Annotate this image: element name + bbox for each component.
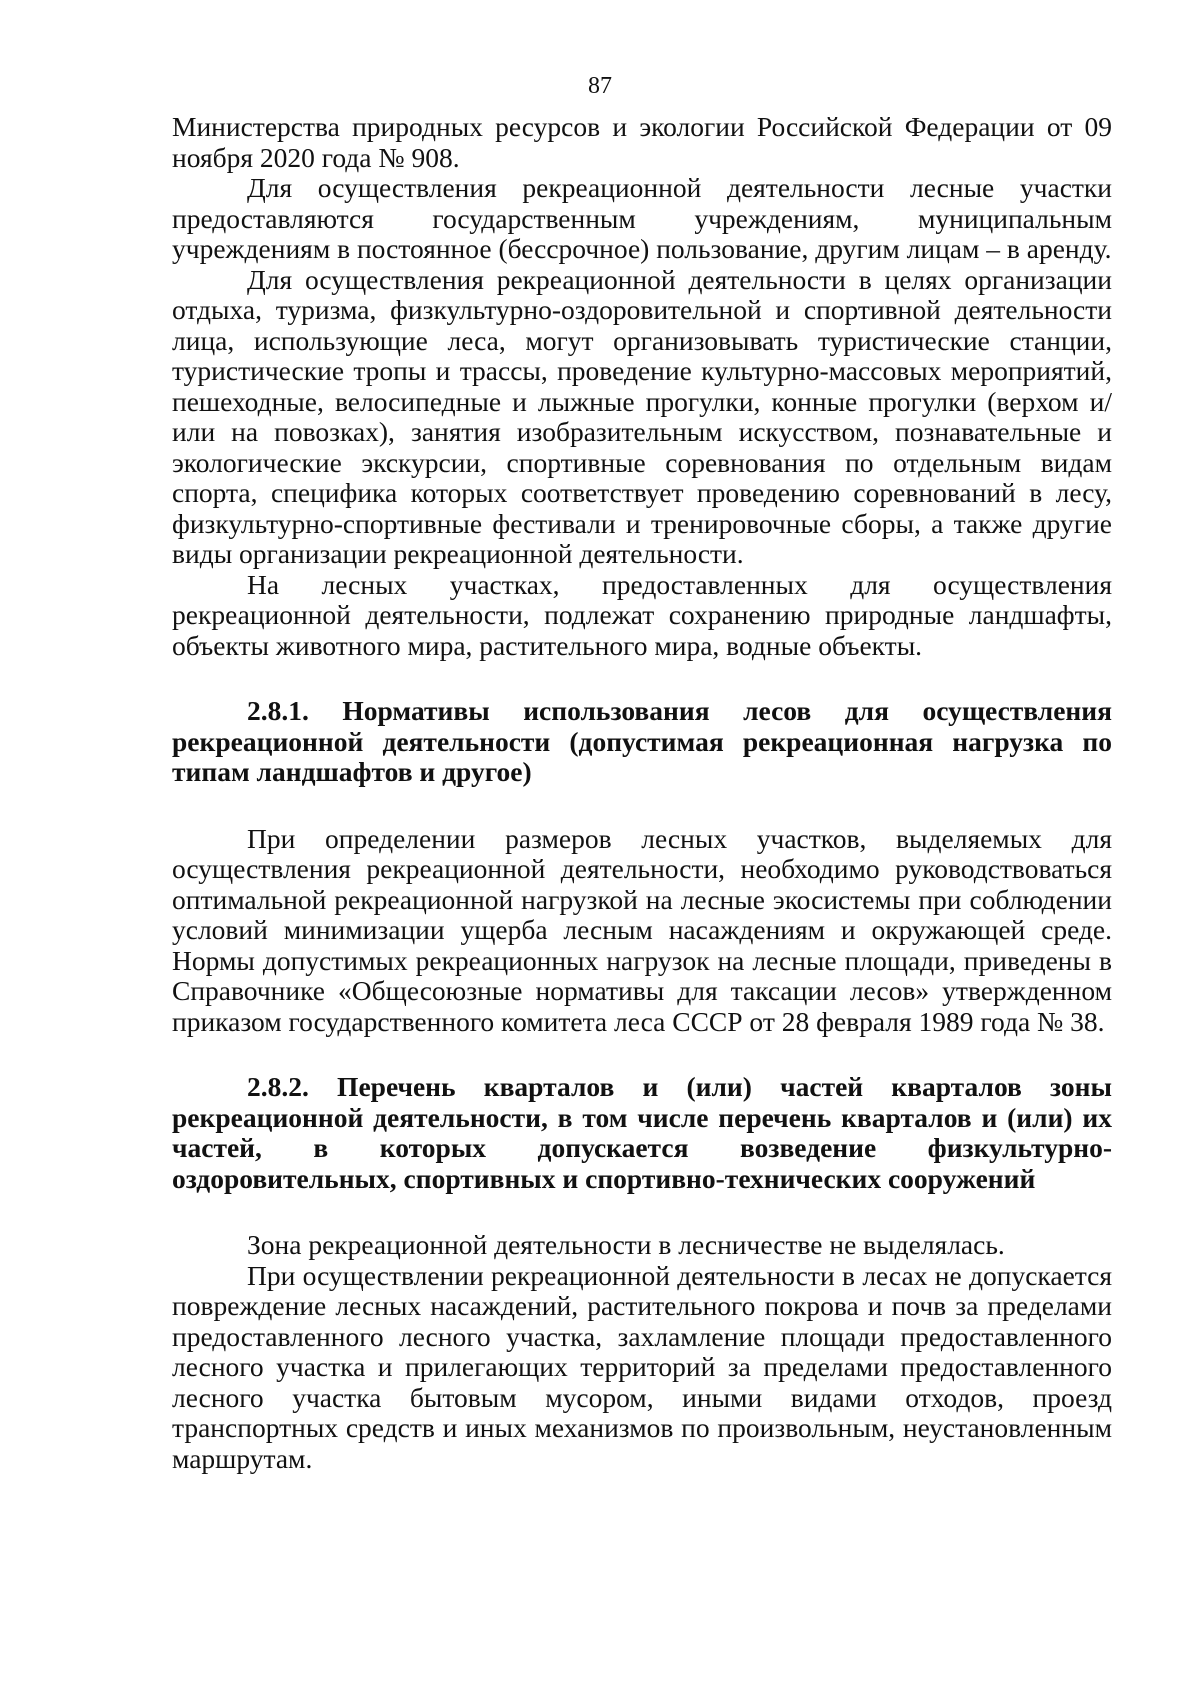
- paragraph-lease: Для осуществления рекреационной деятельности лесные участки предоставляются государственным учреждениям, муниципальным учреждениям в постоянное (бессрочное) пользование, другим лицам – в аренду.: [172, 172, 1112, 264]
- spacer: [172, 1037, 1112, 1072]
- paragraph-restrictions: При осуществлении рекреационной деятельности в лесах не допускается повреждение лесных насаждений, растительного покрова и почв за пределами предоставленного лесного участка, захламление площади предоставленного лесного участка и прилегающих территорий за пределами предоставленного лесного участка бытовым мусором, иными видами отходов, проезд транспортных средств и иных механизмов по произвольным, неустановленным маршрутам.: [172, 1259, 1112, 1474]
- paragraph-continuation: Министерства природных ресурсов и экологии Российской Федерации от 09 ноября 2020 года № 908.: [172, 111, 1112, 173]
- paragraph-zone: Зона рекреационной деятельности в лесничестве не выделялась.: [247, 1229, 1005, 1260]
- section-heading-2-8-1: 2.8.1. Нормативы использования лесов для осуществления рекреационной деятельности (допустимая рекреационная нагрузка по типам ландшафтов и другое): [172, 695, 1112, 787]
- page-content: [172, 112, 1112, 1474]
- spacer: [172, 788, 1112, 824]
- spacer: [172, 1194, 1112, 1230]
- paragraph-preservation: На лесных участках, предоставленных для осуществления рекреационной деятельности, подлежат сохранению природные ландшафты, объекты животного мира, растительного мира, водные объекты.: [172, 568, 1112, 661]
- spacer: [172, 661, 1112, 696]
- section-heading-2-8-2: 2.8.2. Перечень кварталов и (или) частей кварталов зоны рекреационной деятельности, в том числе перечень кварталов и (или) их частей, в которых допускается возведение физкультурно-оздоровительных, спортивных и спортивно-технических сооружений: [172, 1071, 1112, 1194]
- paragraph-norms: При определении размеров лесных участков, выделяемых для осуществления рекреационной деятельности, необходимо руководствоваться оптимальной рекреационной нагрузкой на лесные экосистемы при соблюдении условий минимизации ущерба лесным насаждениям и окружающей среде. Нормы допустимых рекреационных нагрузок на лесные площади, приведены в Справочнике «Общесоюзные нормативы для таксации лесов» утвержденном приказом государственного комитета леса СССР от 28 февраля 1989 года № 38.: [172, 822, 1112, 1037]
- page-number: 87: [588, 73, 612, 99]
- paragraph-activities: Для осуществления рекреационной деятельности в целях организации отдыха, туризма, физкультурно-оздоровительной и спортивной деятельности лица, использующие леса, могут организовывать туристические станции, туристические тропы и трассы, проведение культурно-массовых мероприятий, пешеходные, велосипедные и лыжные прогулки, конные прогулки (верхом и/или на повозках), занятия изобразительным искусством, познавательные и экологические экскурсии, спортивные соревнования по отдельным видам спорта, специфика которых соответствует проведению соревнований в лесу, физкультурно-спортивные фестивали и тренировочные сборы, а также другие виды организации рекреационной деятельности.: [172, 263, 1112, 569]
